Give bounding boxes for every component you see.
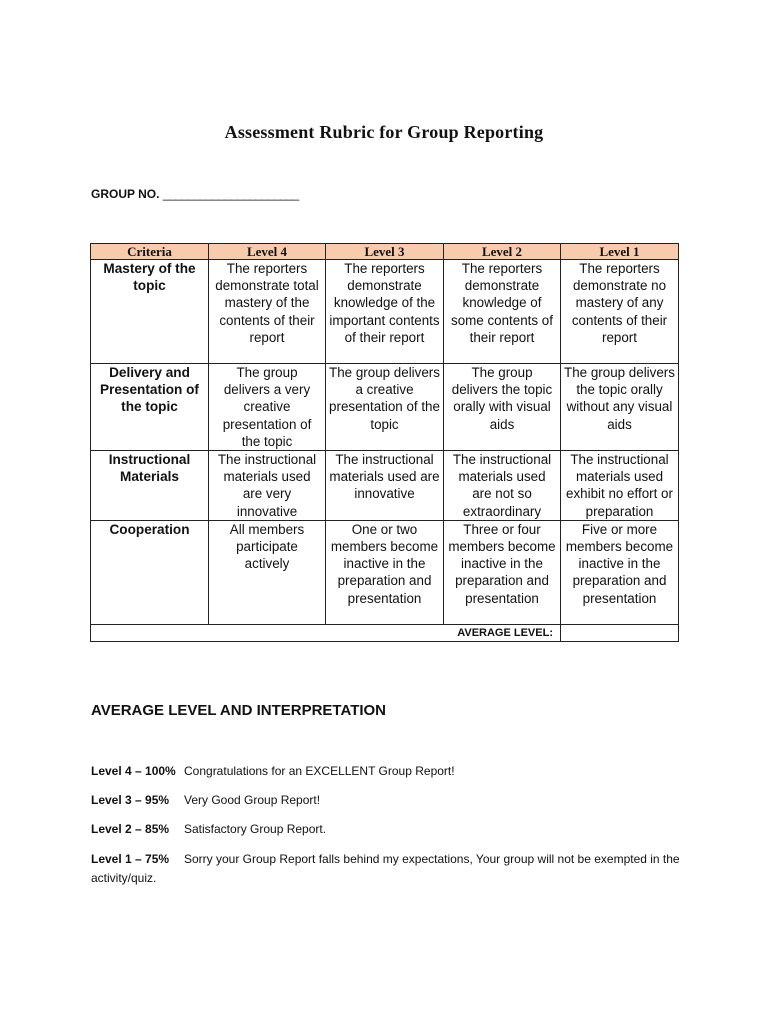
interpretation-text: Congratulations for an EXCELLENT Group Report!	[184, 764, 455, 778]
cell-level-3: The group delivers a creative presentation of the topic	[326, 364, 444, 451]
average-level-value	[561, 624, 679, 641]
cell-level-1: The instructional materials used exhibit no effort or preparation	[561, 451, 679, 521]
table-row	[91, 364, 679, 451]
interpretation-item	[91, 820, 691, 839]
interpretation-level: Level 4 – 100%	[91, 764, 176, 778]
table-row	[91, 520, 679, 624]
interpretation-level: Level 1 – 75%	[91, 852, 170, 866]
rubric-table	[90, 243, 679, 642]
header-criteria: Criteria	[91, 244, 209, 260]
cell-level-4: All members participate actively	[209, 520, 326, 624]
cell-level-3: The instructional materials used are innovative	[326, 451, 444, 521]
average-level-row	[91, 624, 679, 641]
cell-level-1: The reporters demonstrate no mastery of any contents of their report	[561, 260, 679, 364]
header-level-2: Level 2	[444, 244, 561, 260]
interpretation-heading: AVERAGE LEVEL AND INTERPRETATION	[91, 702, 387, 719]
criteria-delivery: Delivery and Presentation of the topic	[91, 364, 209, 451]
cell-level-3: One or two members become inactive in the preparation and presentation	[326, 520, 444, 624]
interpretation-item	[91, 791, 691, 810]
cell-level-4: The reporters demonstrate total mastery of the contents of their report	[209, 260, 326, 364]
interpretation-level: Level 2 – 85%	[91, 822, 170, 836]
interpretation-text: Very Good Group Report!	[184, 793, 321, 807]
criteria-cooperation: Cooperation	[91, 520, 209, 624]
cell-level-4: The instructional materials used are very innovative	[209, 451, 326, 521]
group-number-field	[91, 187, 299, 201]
header-level-3: Level 3	[326, 244, 444, 260]
table-row	[91, 451, 679, 521]
interpretation-item	[91, 850, 691, 888]
group-number-blank: ______________________	[162, 187, 299, 201]
table-row	[91, 260, 679, 364]
cell-level-3: The reporters demonstrate knowledge of the important contents of their report	[326, 260, 444, 364]
cell-level-4: The group delivers a very creative presentation of the topic	[209, 364, 326, 451]
group-number-label: GROUP NO.	[91, 187, 160, 201]
interpretation-text: Sorry your Group Report falls behind my expectations, Your group will not be exempted in the activity/quiz.	[91, 852, 680, 885]
interpretation-level: Level 3 – 95%	[91, 793, 170, 807]
interpretation-text: Satisfactory Group Report.	[184, 822, 327, 836]
average-level-label: AVERAGE LEVEL:	[91, 624, 561, 641]
rubric-header-row	[91, 244, 679, 260]
cell-level-1: The group delivers the topic orally without any visual aids	[561, 364, 679, 451]
criteria-instructional-materials: Instructional Materials	[91, 451, 209, 521]
cell-level-2: The group delivers the topic orally with visual aids	[444, 364, 561, 451]
criteria-mastery: Mastery of the topic	[91, 260, 209, 364]
header-level-4: Level 4	[209, 244, 326, 260]
cell-level-1: Five or more members become inactive in the preparation and presentation	[561, 520, 679, 624]
interpretation-item	[91, 762, 691, 781]
document-title: Assessment Rubric for Group Reporting	[224, 122, 544, 142]
cell-level-2: The instructional materials used are not so extraordinary	[444, 451, 561, 521]
header-level-1: Level 1	[561, 244, 679, 260]
cell-level-2: The reporters demonstrate knowledge of some contents of their report	[444, 260, 561, 364]
cell-level-2: Three or four members become inactive in the preparation and presentation	[444, 520, 561, 624]
